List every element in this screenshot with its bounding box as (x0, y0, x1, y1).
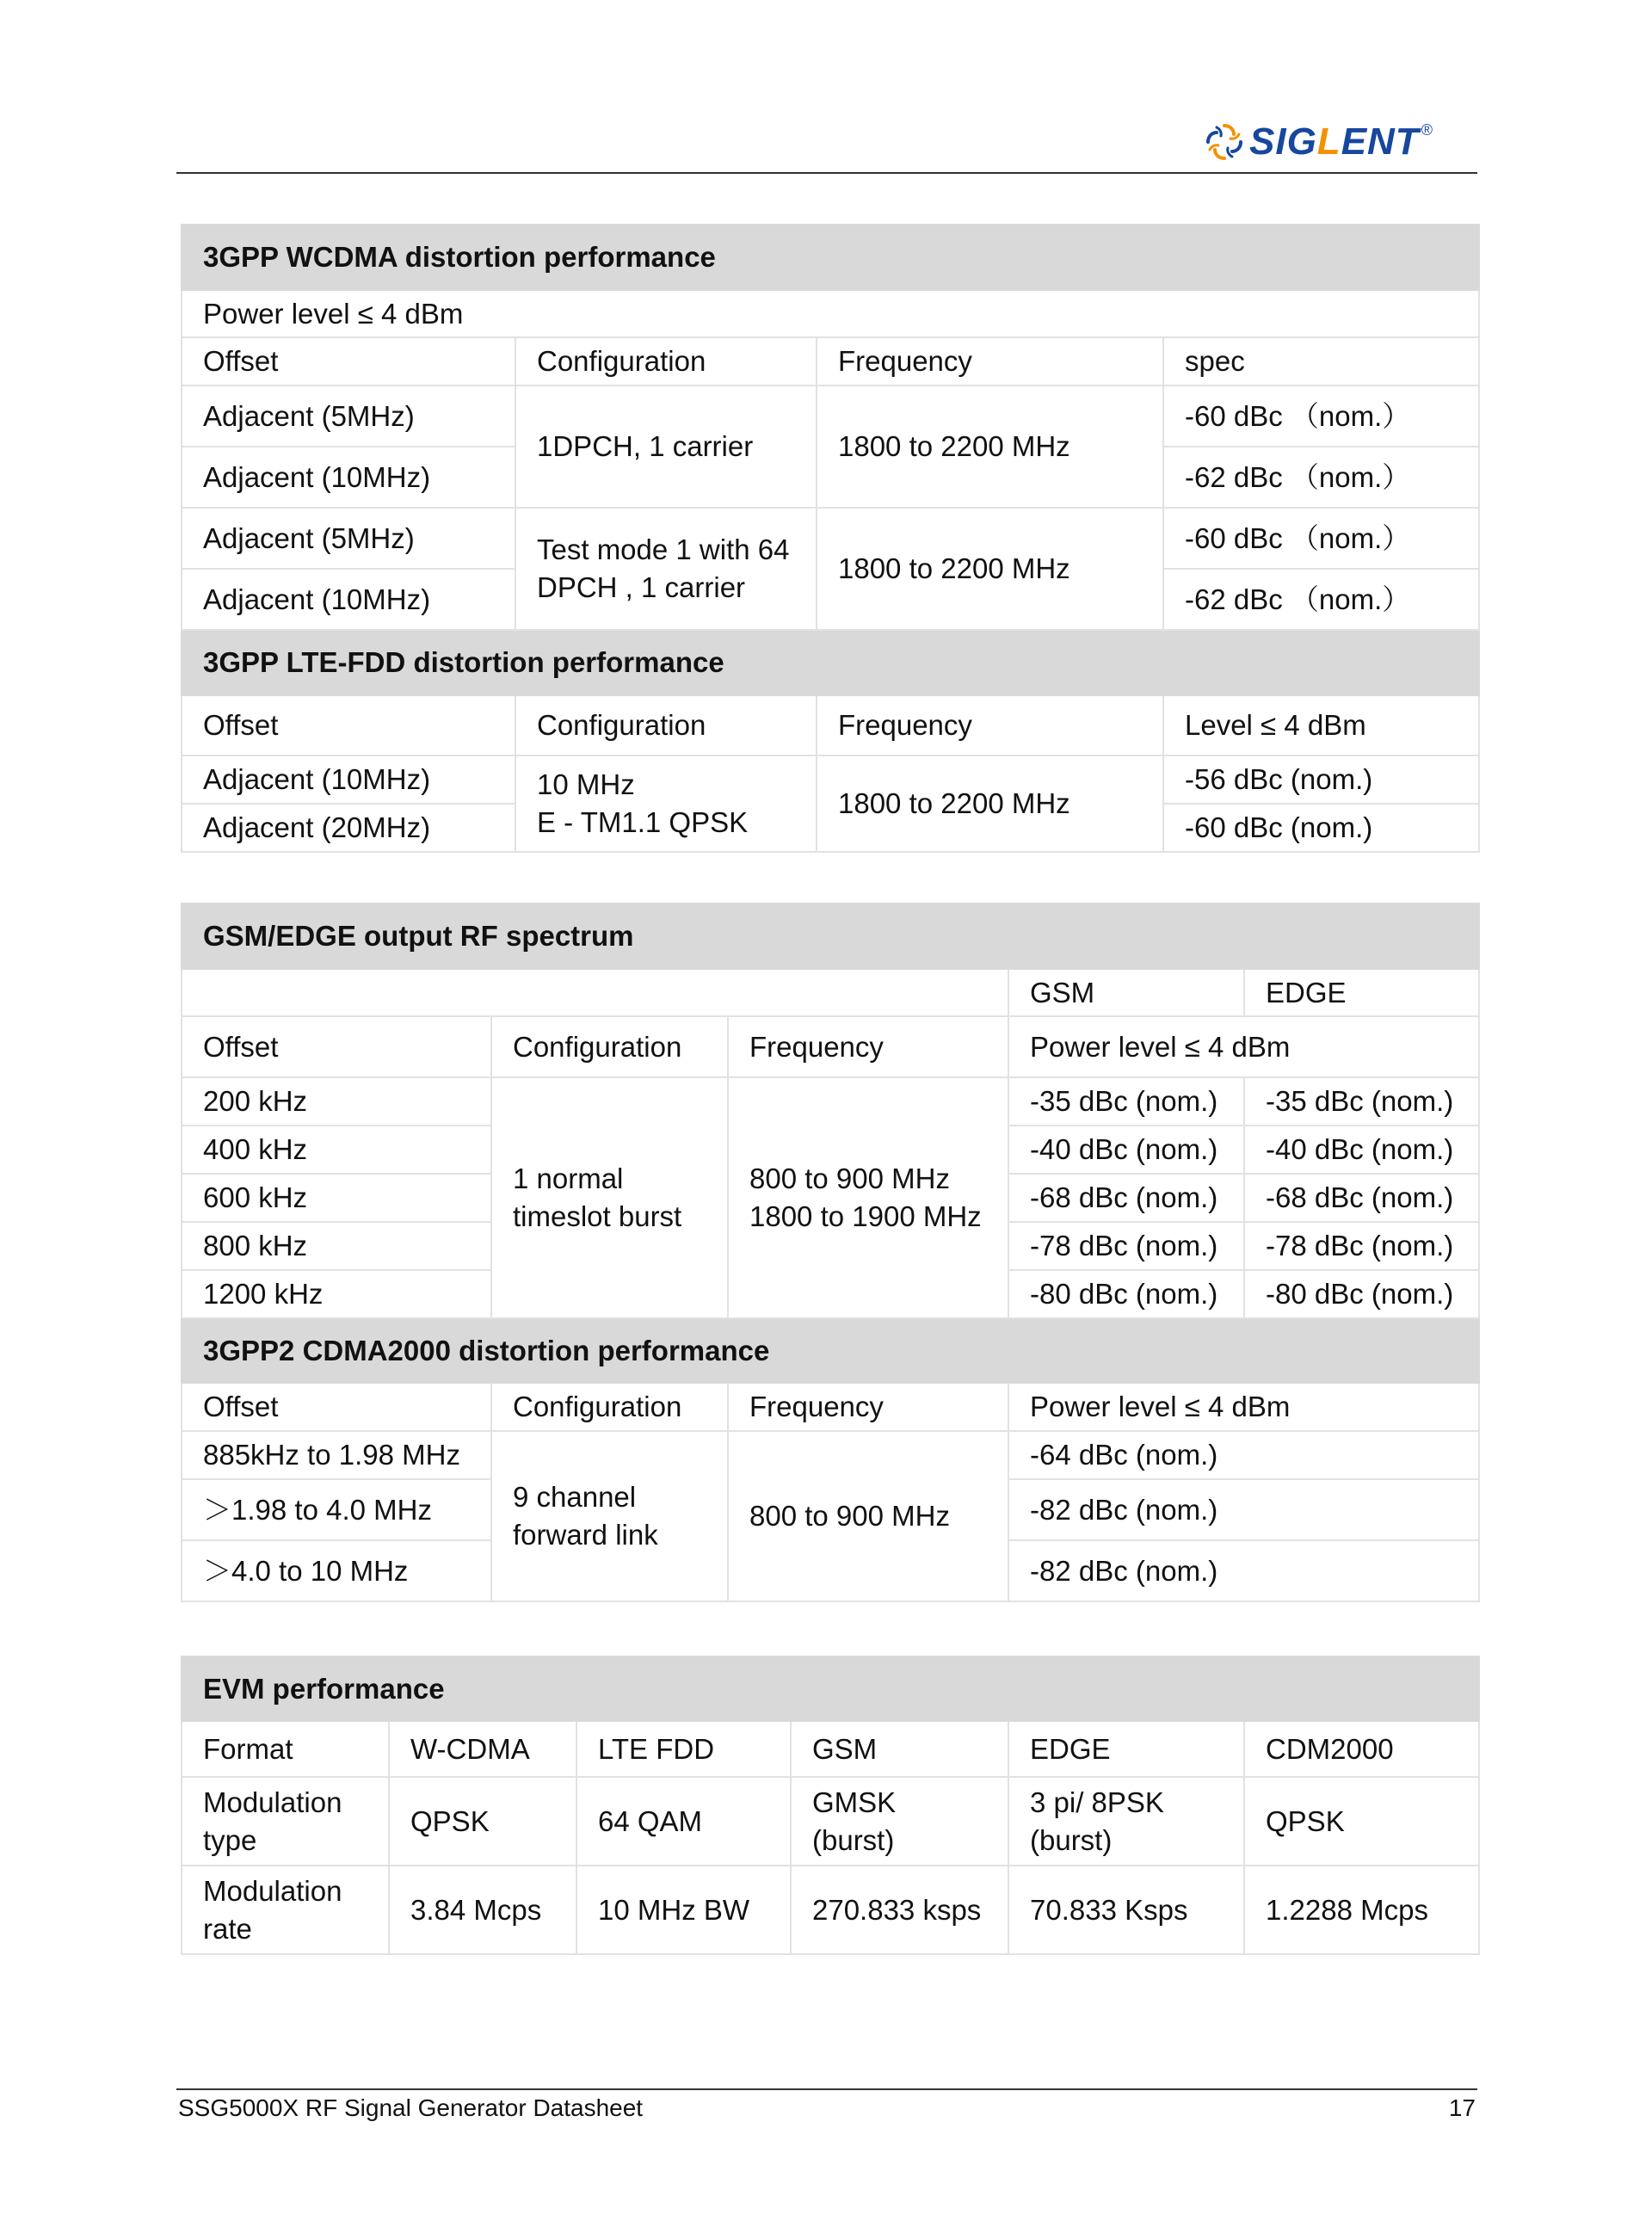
configuration-cell: Test mode 1 with 64 DPCH , 1 carrier (515, 508, 817, 630)
value-cell: 270.833 ksps (791, 1866, 1008, 1954)
gsm-value-cell: -35 dBc (nom.) (1008, 1077, 1244, 1126)
gsm-value-cell: -78 dBc (nom.) (1008, 1222, 1244, 1270)
label-line: Modulation (203, 1874, 342, 1907)
value-line: 3 pi/ 8PSK (1030, 1786, 1164, 1818)
column-header: Configuration (491, 1016, 728, 1077)
subheader-row (182, 969, 1479, 1016)
column-header: Frequency (817, 337, 1163, 386)
value-cell (1244, 1777, 1479, 1866)
gsm-cdma-table (181, 903, 1480, 1602)
spec-cell: -64 dBc (nom.) (1008, 1431, 1479, 1479)
column-header: CDM2000 (1244, 1721, 1479, 1777)
frequency-line: 1800 to 1900 MHz (749, 1200, 982, 1232)
label-line: Modulation (203, 1786, 342, 1818)
column-header: Offset (182, 1383, 491, 1431)
spec-cell: -82 dBc (nom.) (1008, 1479, 1479, 1540)
table-row (182, 1431, 1479, 1479)
value-line: QPSK (1266, 1804, 1345, 1837)
offset-cell: ＞1.98 to 4.0 MHz (182, 1479, 491, 1540)
configuration-cell (491, 1077, 728, 1318)
frequency-cell: 800 to 900 MHz (728, 1431, 1008, 1601)
registered-mark: ® (1421, 120, 1433, 139)
row-label (182, 1866, 389, 1954)
edge-value-cell: -78 dBc (nom.) (1244, 1222, 1479, 1270)
value-line: QPSK (410, 1804, 490, 1837)
configuration-cell (491, 1431, 728, 1601)
frequency-cell: 1800 to 2200 MHz (817, 508, 1163, 630)
column-header: Frequency (728, 1383, 1008, 1431)
spec-cell: -62 dBc （nom.） (1163, 569, 1479, 630)
footer-rule (176, 2088, 1477, 2090)
offset-cell: 600 kHz (182, 1174, 491, 1222)
wcdma-lte-table (181, 224, 1480, 853)
column-header-row (182, 1016, 1479, 1077)
configuration-line: E - TM1.1 QPSK (537, 806, 749, 838)
column-header: Power level ≤ 4 dBm (1008, 1016, 1479, 1077)
offset-cell: ＞4.0 to 10 MHz (182, 1540, 491, 1601)
table-row (182, 1777, 1479, 1866)
column-header-row (182, 1721, 1479, 1777)
frequency-cell (728, 1077, 1008, 1318)
condition-label: Power level ≤ 4 dBm (182, 290, 1479, 337)
gsm-value-cell: -40 dBc (nom.) (1008, 1126, 1244, 1174)
configuration-line: 9 channel (513, 1481, 637, 1513)
column-header: Format (182, 1721, 389, 1777)
value-cell (576, 1777, 791, 1866)
page-number: 17 (1448, 2094, 1476, 2121)
value-cell: 3.84 Mcps (389, 1866, 576, 1954)
section-title: 3GPP2 CDMA2000 distortion performance (182, 1318, 1479, 1383)
column-header-row (182, 1383, 1479, 1431)
value-cell (1008, 1777, 1244, 1866)
configuration-line: 1 normal (513, 1163, 624, 1194)
column-header: Offset (182, 695, 515, 756)
offset-cell: 800 kHz (182, 1222, 491, 1270)
spec-cell: -62 dBc （nom.） (1163, 447, 1479, 508)
offset-cell: Adjacent (10MHz) (182, 447, 515, 508)
configuration-line: 10 MHz (537, 768, 635, 800)
siglent-logo (1205, 120, 1433, 163)
offset-cell: 200 kHz (182, 1077, 491, 1126)
row-label (182, 1777, 389, 1866)
offset-cell: 400 kHz (182, 1126, 491, 1174)
siglent-swirl-icon (1205, 122, 1244, 162)
evm-table (181, 1656, 1480, 1955)
column-header: LTE FDD (576, 1721, 791, 1777)
label-line: type (203, 1823, 257, 1856)
edge-value-cell: -35 dBc (nom.) (1244, 1077, 1479, 1126)
value-line: 64 QAM (598, 1804, 703, 1837)
offset-cell: Adjacent (5MHz) (182, 386, 515, 447)
offset-cell: 885kHz to 1.98 MHz (182, 1431, 491, 1479)
section-title: EVM performance (182, 1656, 1479, 1721)
edge-value-cell: -80 dBc (nom.) (1244, 1270, 1479, 1318)
column-header: spec (1163, 337, 1479, 386)
frequency-cell: 1800 to 2200 MHz (817, 756, 1163, 852)
offset-cell: Adjacent (5MHz) (182, 508, 515, 569)
label-line: rate (203, 1912, 252, 1945)
configuration-line: timeslot burst (513, 1200, 682, 1232)
column-header: GSM (1008, 969, 1244, 1016)
offset-cell: Adjacent (20MHz) (182, 804, 515, 852)
column-header: Configuration (515, 695, 817, 756)
header-rule (176, 172, 1477, 174)
edge-value-cell: -40 dBc (nom.) (1244, 1126, 1479, 1174)
empty-cell (182, 969, 1008, 1016)
offset-cell: 1200 kHz (182, 1270, 491, 1318)
column-header: Frequency (728, 1016, 1008, 1077)
column-header: Offset (182, 1016, 491, 1077)
table-row (182, 1077, 1479, 1126)
brand-name: SIGLENT (1249, 120, 1420, 163)
spec-cell: -60 dBc （nom.） (1163, 386, 1479, 447)
frequency-line: 800 to 900 MHz (749, 1163, 950, 1194)
value-cell (791, 1777, 1008, 1866)
edge-value-cell: -68 dBc (nom.) (1244, 1174, 1479, 1222)
value-line: GMSK (812, 1786, 897, 1818)
table-row (182, 508, 1479, 569)
column-header: Configuration (491, 1383, 728, 1431)
value-line: (burst) (1030, 1823, 1113, 1856)
frequency-cell: 1800 to 2200 MHz (817, 386, 1163, 508)
column-header: EDGE (1244, 969, 1479, 1016)
column-header: Level ≤ 4 dBm (1163, 695, 1479, 756)
configuration-cell: 1DPCH, 1 carrier (515, 386, 817, 508)
column-header: Configuration (515, 337, 817, 386)
offset-cell: Adjacent (10MHz) (182, 756, 515, 804)
section-title: 3GPP WCDMA distortion performance (182, 225, 1479, 290)
column-header: EDGE (1008, 1721, 1244, 1777)
value-cell: 70.833 Ksps (1008, 1866, 1244, 1954)
column-header: Offset (182, 337, 515, 386)
column-header: GSM (791, 1721, 1008, 1777)
value-cell: 1.2288 Mcps (1244, 1866, 1479, 1954)
column-header: W-CDMA (389, 1721, 576, 1777)
table-row (182, 756, 1479, 804)
gsm-value-cell: -68 dBc (nom.) (1008, 1174, 1244, 1222)
spec-cell: -60 dBc (nom.) (1163, 804, 1479, 852)
column-header: Power level ≤ 4 dBm (1008, 1383, 1479, 1431)
offset-cell: Adjacent (10MHz) (182, 569, 515, 630)
column-header-row (182, 695, 1479, 756)
spec-cell: -60 dBc （nom.） (1163, 508, 1479, 569)
value-cell: 10 MHz BW (576, 1866, 791, 1954)
spec-cell: -82 dBc (nom.) (1008, 1540, 1479, 1601)
configuration-line: forward link (513, 1519, 658, 1551)
column-header-row (182, 337, 1479, 386)
spec-cell: -56 dBc (nom.) (1163, 756, 1479, 804)
value-line: (burst) (812, 1823, 895, 1856)
value-cell (389, 1777, 576, 1866)
section-title: GSM/EDGE output RF spectrum (182, 904, 1479, 969)
table-row (182, 1866, 1479, 1954)
footer-title: SSG5000X RF Signal Generator Datasheet (178, 2094, 644, 2121)
column-header: Frequency (817, 695, 1163, 756)
table-row (182, 386, 1479, 447)
gsm-value-cell: -80 dBc (nom.) (1008, 1270, 1244, 1318)
configuration-cell (515, 756, 817, 852)
section-title: 3GPP LTE-FDD distortion performance (182, 630, 1479, 695)
